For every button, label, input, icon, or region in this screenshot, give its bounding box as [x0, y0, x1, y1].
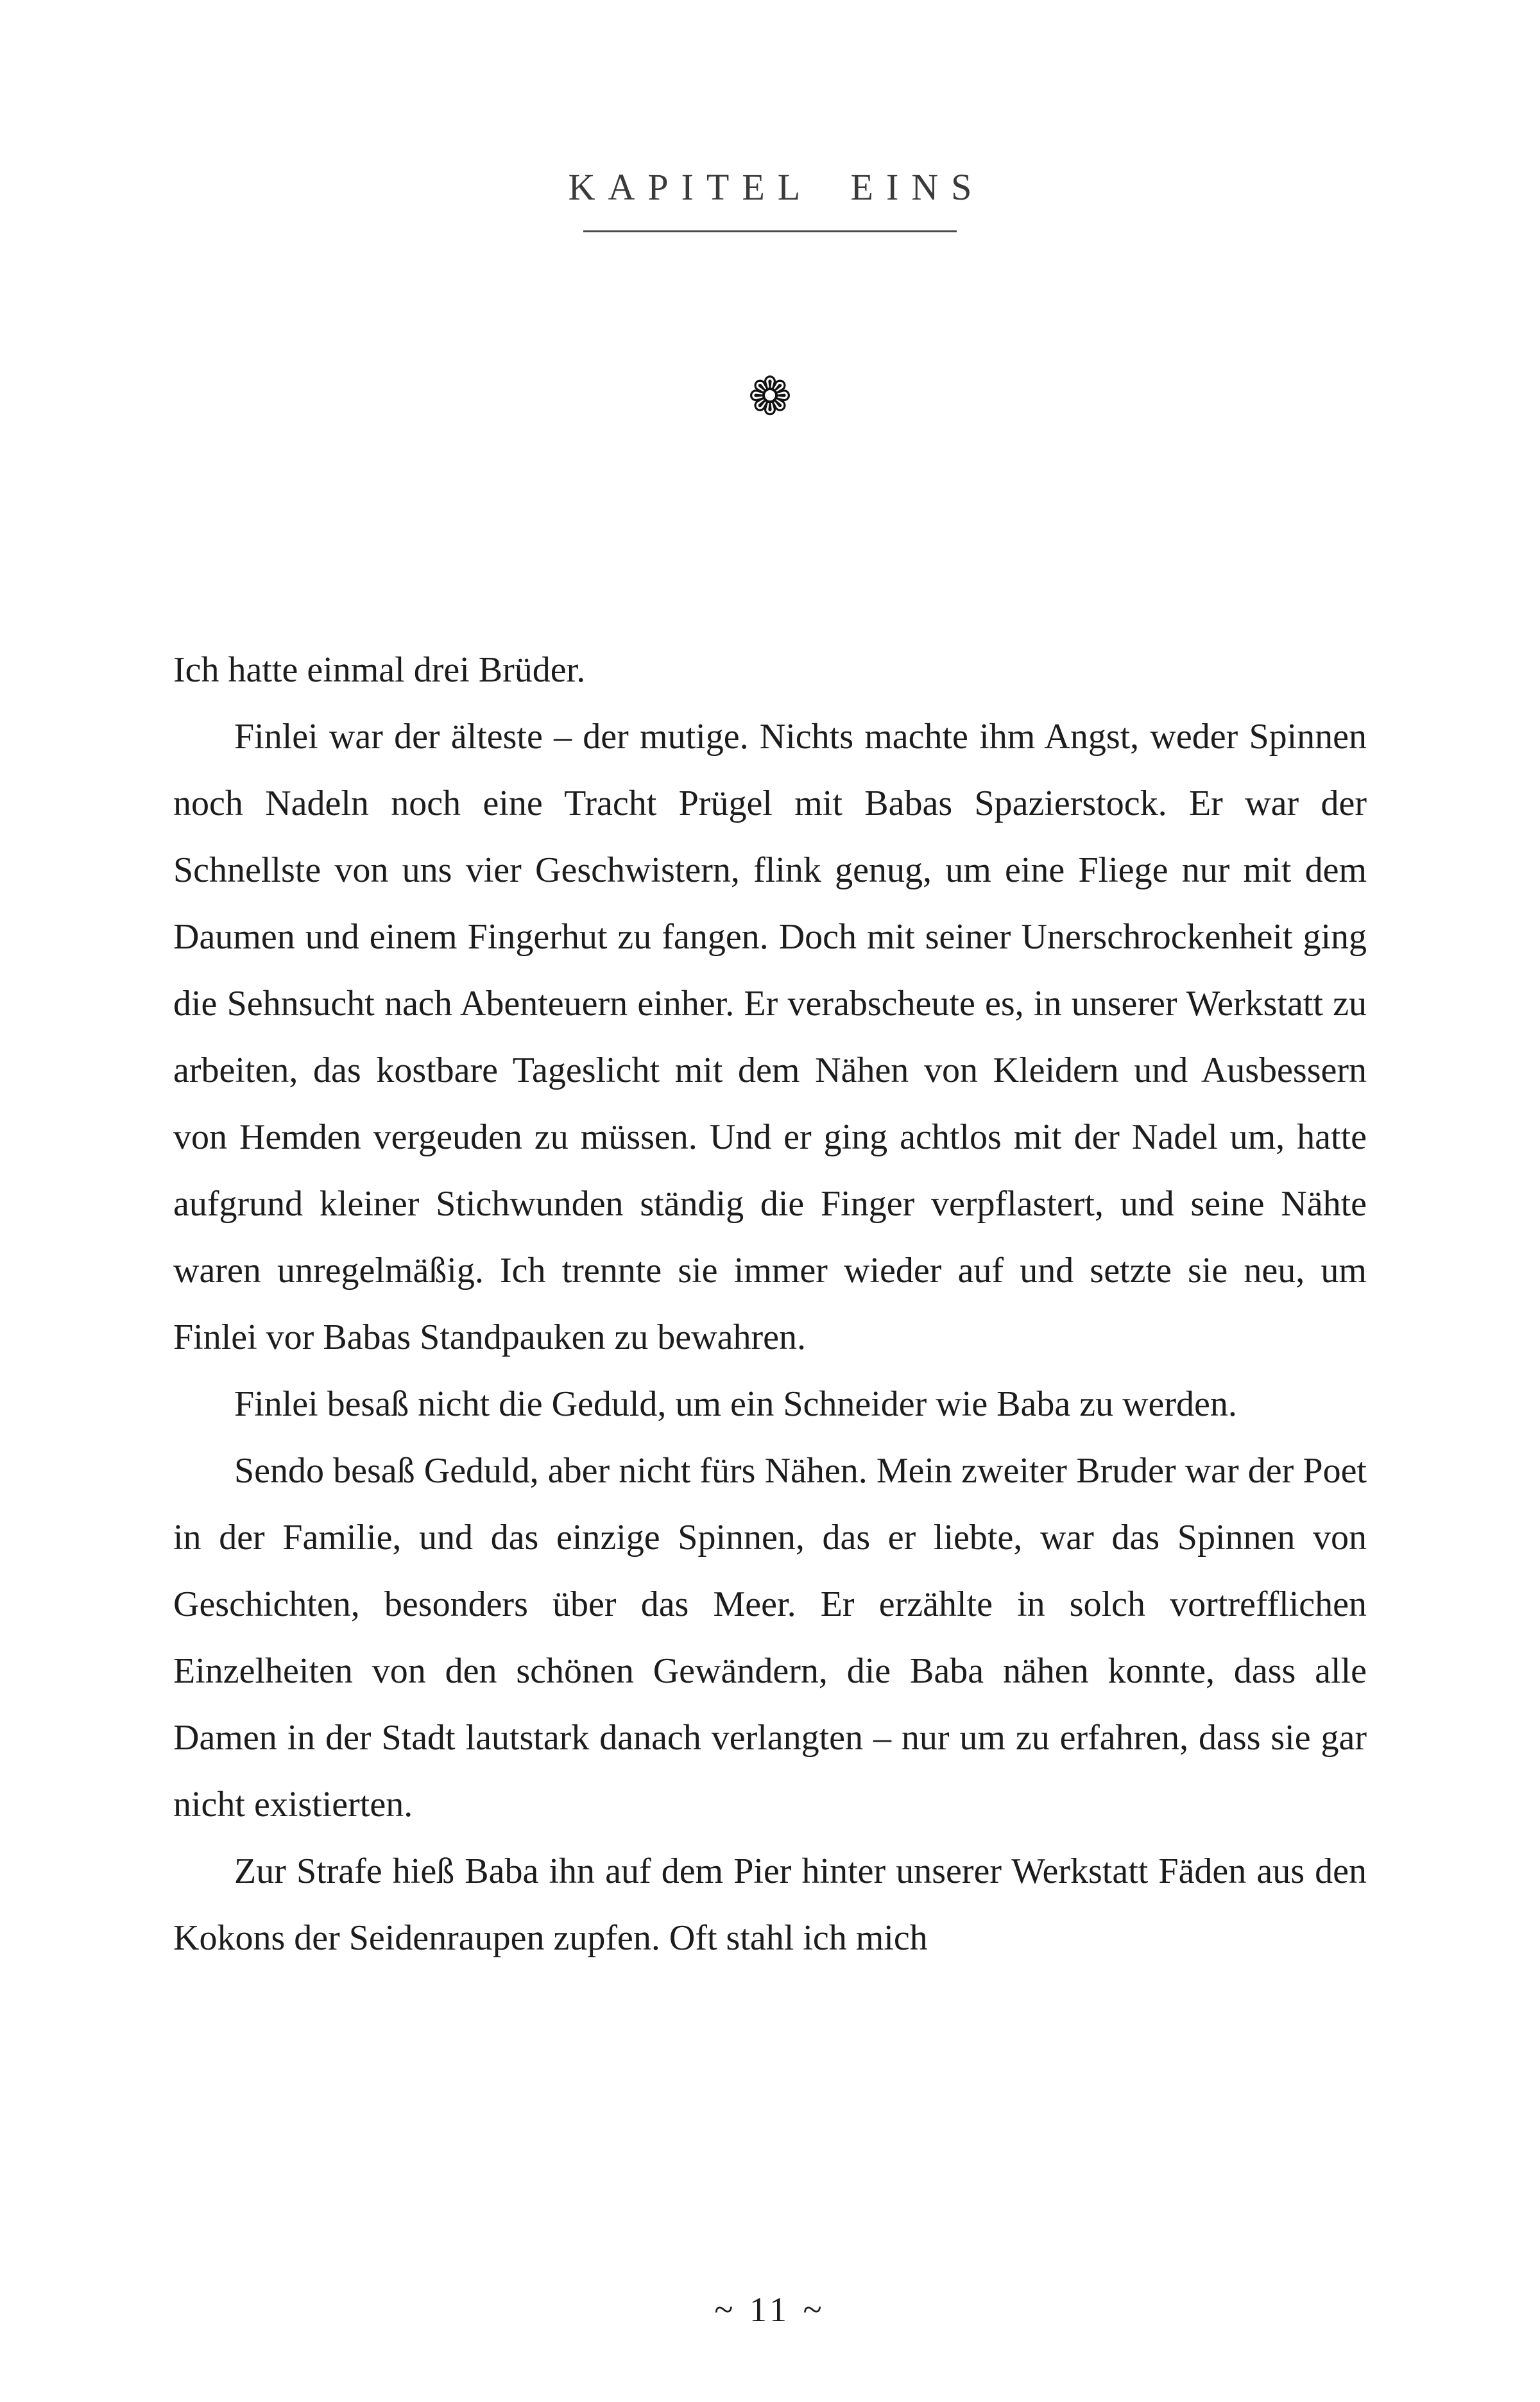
chapter-title-rule	[583, 230, 957, 232]
flower-ornament-icon: ❁	[748, 368, 792, 426]
paragraph-finlei: Finlei war der älteste – der mutige. Nichts machte ihm Angst, weder Spinnen noch Nadeln noch eine Tracht Prügel mit Babas Spazierstock. Er war der Schnellste von uns vier Geschwistern, flink genug, um eine Fliege nur mit dem Daumen und einem Fingerhut zu fangen. Doch mit seiner Unerschrockenheit ging die Sehnsucht nach Abenteuern einher. Er verabscheute es, in unserer Werkstatt zu arbeiten, das kostbare Tageslicht mit dem Nähen von Kleidern und Ausbessern von Hemden vergeuden zu müssen. Und er ging achtlos mit der Nadel um, hatte aufgrund kleiner Stichwunden ständig die Finger verpflastert, und seine Nähte waren unregelmäßig. Ich trennte sie immer wieder auf und setzte sie neu, um Finlei vor Babas Standpauken zu bewahren.	[173, 717, 1367, 1357]
chapter-body	[173, 637, 1367, 1971]
paragraph-sendo: Sendo besaß Geduld, aber nicht fürs Nähen. Mein zweiter Bruder war der Poet in der Familie, und das einzige Spinnen, das er liebte, war das Spinnen von Geschichten, besonders über das Meer. Er erzählte in solch vortrefflichen Einzelheiten von den schönen Gewändern, die Baba nähen konnte, dass alle Damen in der Stadt lautstark danach verlangten – nur um zu erfahren, dass sie gar nicht existierten.	[173, 1451, 1367, 1824]
paragraph-strafe: Zur Strafe hieß Baba ihn auf dem Pier hinter unserer Werkstatt Fäden aus den Kokons der Seidenraupen zupfen. Oft stahl ich mich	[173, 1851, 1367, 1958]
chapter-title: KAPITEL EINS	[568, 166, 985, 208]
paragraph-finlei-geduld: Finlei besaß nicht die Geduld, um ein Schneider wie Baba zu werden.	[234, 1384, 1237, 1424]
chapter-header	[0, 166, 1540, 232]
paragraph-opening-line: Ich hatte einmal drei Brüder.	[173, 650, 586, 690]
page-footer	[0, 2290, 1540, 2329]
page-number: ~ 11 ~	[714, 2290, 826, 2329]
